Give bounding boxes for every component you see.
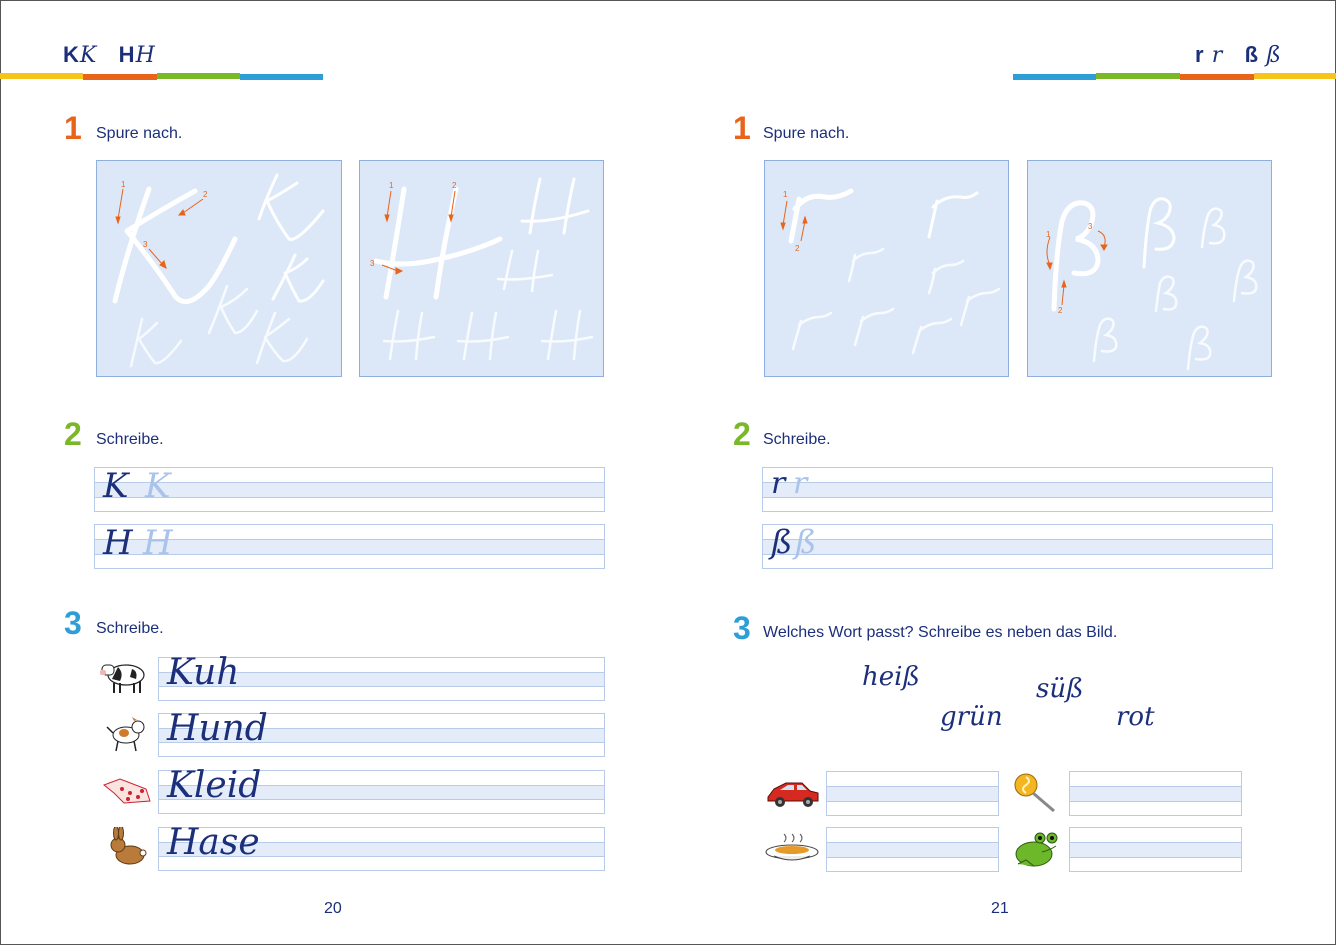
task3-number: 3 — [64, 605, 82, 641]
task2-number: 2 — [64, 416, 82, 452]
trace-r-letters — [765, 161, 1008, 376]
header-script-sz: ß — [1266, 43, 1282, 68]
stripe-blue — [240, 74, 323, 80]
word-hase: Hase — [167, 822, 260, 863]
word-line-kleid[interactable] — [158, 765, 605, 814]
car-picture — [764, 779, 822, 809]
writing-line-h[interactable] — [94, 524, 605, 569]
header-letter-sz: ß — [1244, 42, 1260, 67]
task2-instruction: Schreibe. — [96, 431, 164, 448]
word-line-kuh[interactable] — [158, 652, 605, 701]
arrow-label-1: 1 — [121, 180, 126, 189]
task1-number-right: 1 — [733, 110, 751, 146]
stripe-green — [157, 73, 240, 79]
trace-k-letters — [97, 161, 341, 376]
header-letter-k: K — [63, 42, 80, 67]
word-kleid: Kleid — [167, 765, 262, 806]
arrow-label-3: 3 — [143, 240, 148, 249]
header-script-h: H — [135, 43, 156, 68]
stripe-orange — [83, 74, 157, 80]
trace-box-r — [764, 160, 1009, 377]
writing-line-sz[interactable] — [762, 524, 1273, 569]
trace-sample-k: K — [145, 466, 171, 506]
trace-box-k — [96, 160, 342, 377]
cow-picture — [98, 657, 150, 695]
task3-instruction-right: Welches Wort passt? Schreibe es neben das Bild. — [763, 624, 1118, 641]
word-hund: Hund — [167, 708, 268, 749]
right-header — [1195, 42, 1282, 68]
h-arrow-label-1: 1 — [389, 181, 394, 190]
stripe-yellow — [0, 73, 83, 79]
rabbit-picture — [106, 827, 148, 867]
sz-arrow-label-2: 2 — [1058, 306, 1063, 315]
lollipop-picture — [1012, 771, 1060, 815]
task3-instruction: Schreibe. — [96, 620, 164, 637]
h-arrow-label-3: 3 — [370, 259, 375, 268]
task1-number: 1 — [64, 110, 82, 146]
sample-r: r — [771, 466, 786, 501]
trace-sz-letters — [1028, 161, 1271, 376]
writing-line-r[interactable] — [762, 467, 1273, 512]
word-line-hase[interactable] — [158, 822, 605, 871]
sample-sz: ß — [771, 523, 793, 561]
trace-box-h — [359, 160, 604, 377]
answer-line-car[interactable] — [826, 771, 999, 816]
stripe-yellow-right — [1254, 73, 1336, 79]
stripe-orange-right — [1180, 74, 1254, 80]
header-letter-h: H — [118, 42, 136, 67]
r-arrow-label-1: 1 — [783, 190, 788, 199]
writing-line-k[interactable] — [94, 467, 605, 512]
page-number-right: 21 — [991, 900, 1009, 917]
arrow-label-2: 2 — [203, 190, 208, 199]
trace-box-sz — [1027, 160, 1272, 377]
trace-sample-sz: ß — [795, 523, 817, 561]
word-bank-heiss: heiß — [862, 662, 920, 692]
task2-number-right: 2 — [733, 416, 751, 452]
trace-sample-r: r — [793, 466, 808, 501]
page-number-left: 20 — [324, 900, 342, 917]
left-header — [63, 42, 156, 68]
r-arrow-label-2: 2 — [795, 244, 800, 253]
sample-h: H — [103, 523, 133, 563]
h-arrow-label-2: 2 — [452, 181, 457, 190]
word-line-hund[interactable] — [158, 708, 605, 757]
stripe-green-right — [1096, 73, 1180, 79]
dog-picture — [104, 715, 148, 753]
trace-h-letters — [360, 161, 603, 376]
answer-line-soup[interactable] — [826, 827, 999, 872]
task2-instruction-right: Schreibe. — [763, 431, 831, 448]
sz-arrow-label-3: 3 — [1088, 222, 1093, 231]
header-script-r: r — [1211, 43, 1224, 68]
word-bank-suess: süß — [1036, 674, 1084, 704]
answer-line-lollipop[interactable] — [1069, 771, 1242, 816]
task1-instruction: Spure nach. — [96, 125, 183, 142]
sz-arrow-label-1: 1 — [1046, 230, 1051, 239]
word-bank-gruen: grün — [940, 702, 1003, 732]
task3-number-right: 3 — [733, 610, 751, 646]
word-kuh: Kuh — [167, 652, 240, 693]
answer-line-frog[interactable] — [1069, 827, 1242, 872]
stripe-blue-right — [1013, 74, 1096, 80]
dress-picture — [100, 775, 152, 805]
header-script-k: K — [79, 43, 98, 68]
frog-picture — [1012, 830, 1060, 870]
header-letter-r: r — [1195, 42, 1205, 67]
word-bank-rot: rot — [1116, 702, 1155, 732]
soup-picture — [764, 832, 820, 866]
task1-instruction-right: Spure nach. — [763, 125, 850, 142]
trace-sample-h: H — [143, 523, 173, 563]
sample-k: K — [103, 466, 129, 506]
